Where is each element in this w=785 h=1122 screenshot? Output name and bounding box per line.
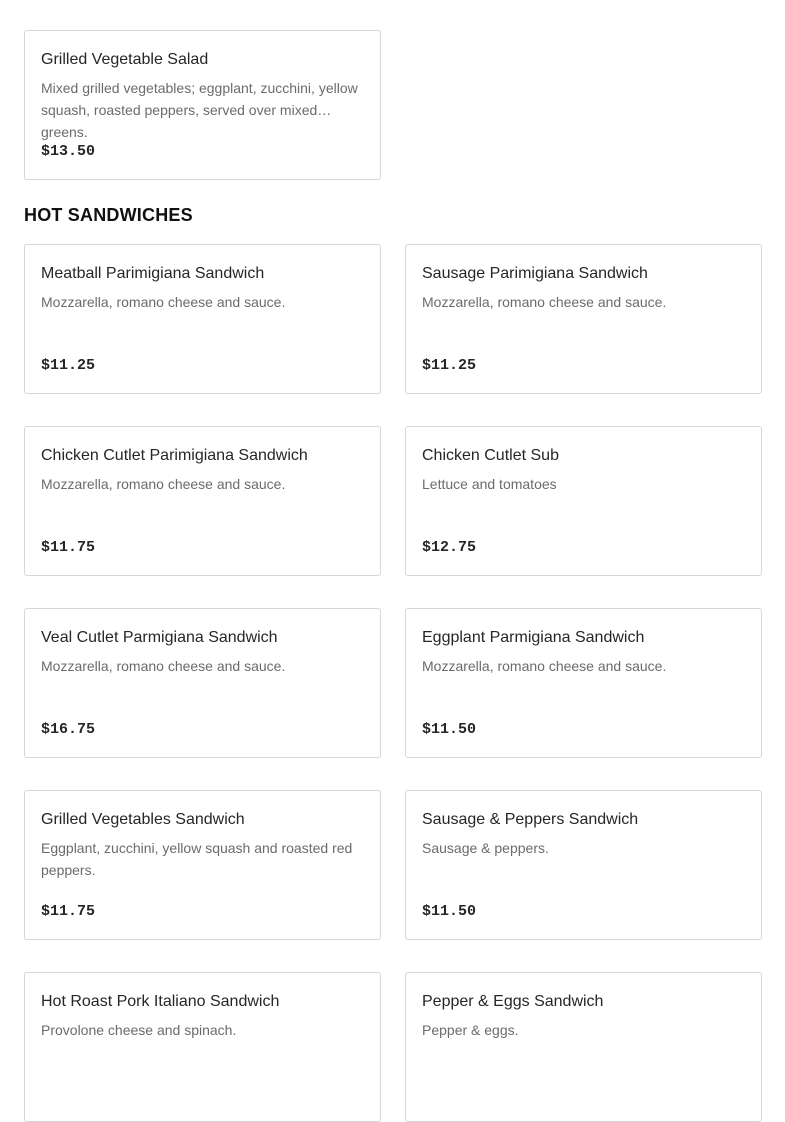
section-title-hot-sandwiches: HOT SANDWICHES [24, 205, 193, 225]
menu-item-card[interactable] [24, 426, 381, 576]
menu-item-name: Veal Cutlet Parmigiana Sandwich [41, 629, 278, 646]
menu-item-card[interactable] [24, 244, 381, 394]
menu-item-description: Eggplant, zucchini, yellow squash and roasted red peppers. [41, 840, 353, 878]
menu-item-price: $11.50 [422, 721, 477, 738]
menu-item-description: Mozzarella, romano cheese and sauce. [422, 294, 667, 310]
menu-item-price: $16.75 [41, 721, 96, 738]
menu-item-card[interactable] [24, 30, 381, 180]
menu-item-card[interactable] [405, 244, 762, 394]
menu-item-description: Provolone cheese and spinach. [41, 1022, 237, 1038]
menu-item-name: Sausage Parimigiana Sandwich [422, 265, 648, 282]
menu-item-card[interactable] [405, 426, 762, 576]
menu-item-description: Mozzarella, romano cheese and sauce. [41, 476, 286, 492]
menu-item-price: $11.25 [41, 357, 96, 374]
menu-item-price: $11.75 [41, 539, 96, 556]
menu-item-name: Sausage & Peppers Sandwich [422, 811, 639, 828]
menu-item-price: $11.25 [422, 357, 477, 374]
menu-item-name: Hot Roast Pork Italiano Sandwich [41, 993, 280, 1010]
menu-item-card[interactable] [24, 608, 381, 758]
menu-item-description: Mozzarella, romano cheese and sauce. [41, 294, 286, 310]
menu-item-description: Lettuce and tomatoes [422, 476, 557, 492]
menu-item-name: Eggplant Parmigiana Sandwich [422, 629, 645, 646]
menu-item-name: Chicken Cutlet Sub [422, 447, 559, 464]
menu-item-price: $11.50 [422, 903, 477, 920]
menu-item-name: Grilled Vegetables Sandwich [41, 811, 245, 828]
menu-item-description: Mozzarella, romano cheese and sauce. [422, 658, 667, 674]
menu-item-description: Pepper & eggs. [422, 1022, 519, 1038]
menu-item-description: Mozzarella, romano cheese and sauce. [41, 658, 286, 674]
menu-item-description: Mixed grilled vegetables; eggplant, zucchini, yellow squash, roasted peppers, served over mixed greens. [41, 80, 358, 140]
menu-item-card[interactable] [405, 790, 762, 940]
menu-item-card[interactable] [405, 972, 762, 1122]
menu-item-name: Grilled Vegetable Salad [41, 51, 209, 68]
menu-item-name: Meatball Parimigiana Sandwich [41, 265, 265, 282]
menu-item-name: Pepper & Eggs Sandwich [422, 993, 604, 1010]
menu-item-card[interactable] [405, 608, 762, 758]
menu-item-price: $13.50 [41, 143, 96, 160]
menu-item-card[interactable] [24, 972, 381, 1122]
menu-item-price: $11.75 [41, 903, 96, 920]
menu-item-name: Chicken Cutlet Parimigiana Sandwich [41, 447, 308, 464]
menu-item-description: Sausage & peppers. [422, 840, 549, 856]
menu-item-card[interactable] [24, 790, 381, 940]
menu-item-price: $12.75 [422, 539, 477, 556]
